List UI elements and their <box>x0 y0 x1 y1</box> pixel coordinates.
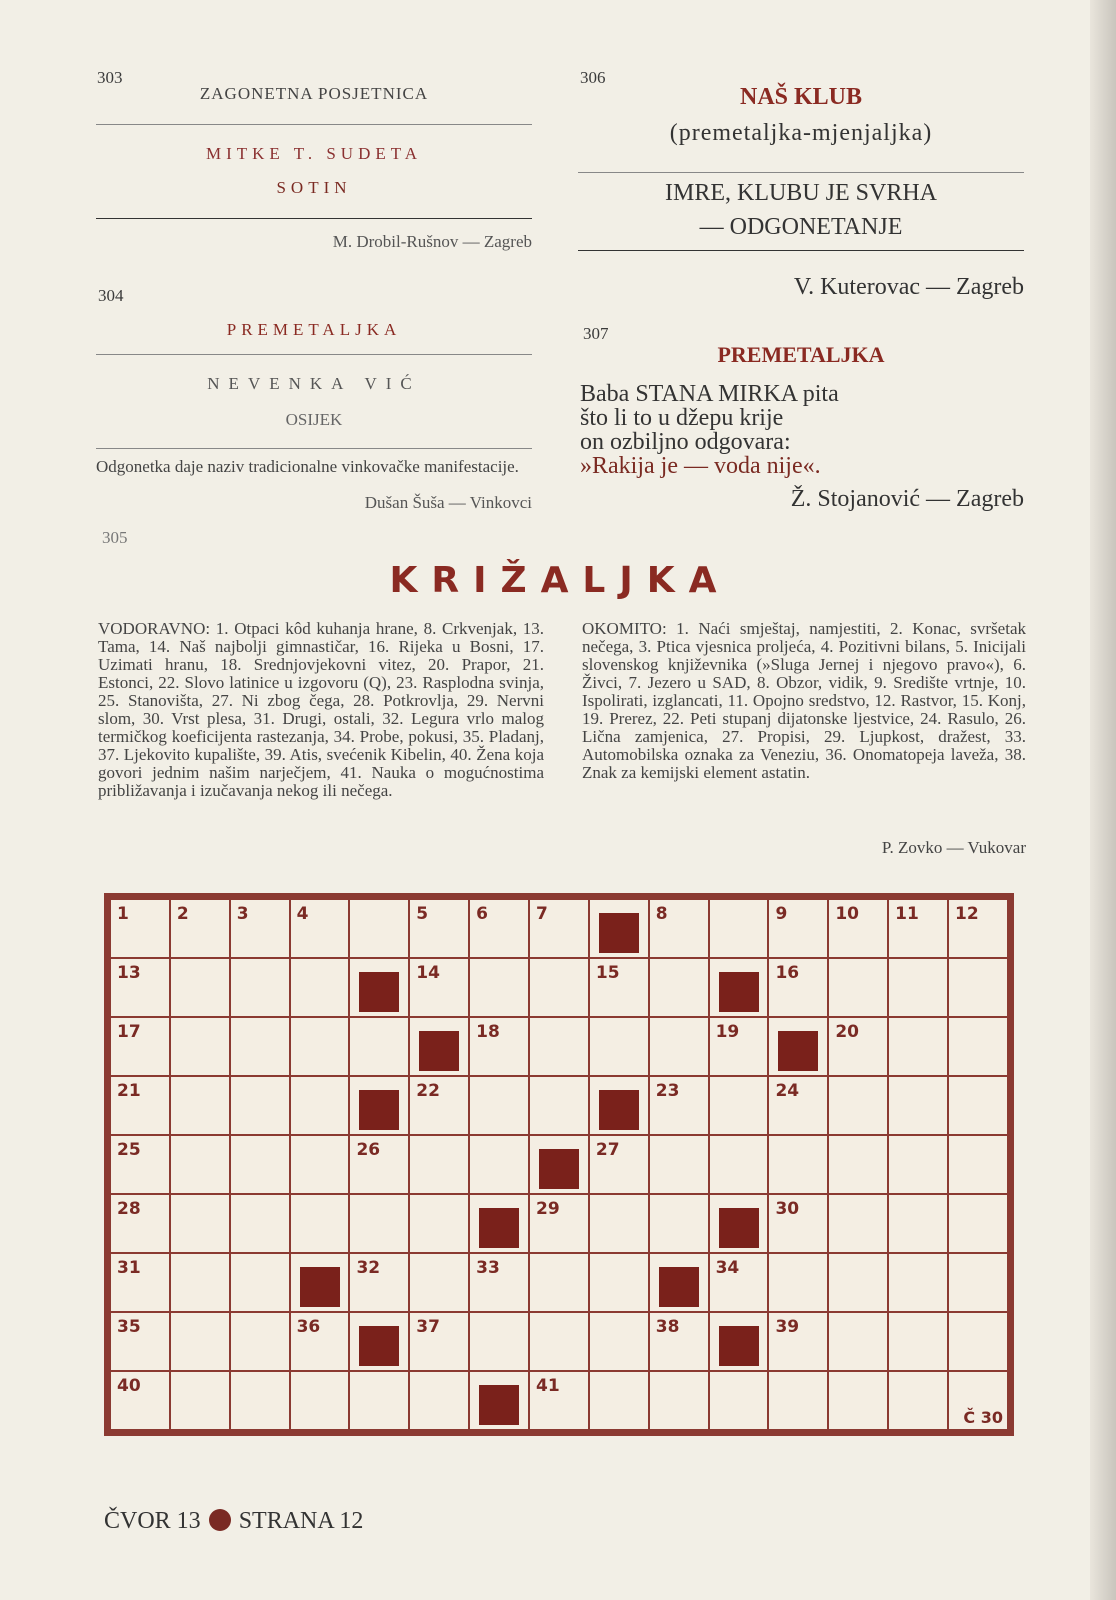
puzzle-307-author: Ž. Stojanović — Zagreb <box>790 486 1024 512</box>
black-square-fill <box>359 972 399 1012</box>
page-edge <box>1090 0 1116 1600</box>
grid-cell <box>768 1135 828 1194</box>
grid-cell <box>948 958 1008 1017</box>
puzzle-307-poem <box>580 382 1024 478</box>
black-square <box>349 1312 409 1371</box>
poem-line: što li to u džepu krije <box>580 405 784 431</box>
grid-cell <box>110 1312 170 1371</box>
grid-cell <box>409 1194 469 1253</box>
grid-cell <box>230 899 290 958</box>
cell-number: 21 <box>117 1081 141 1101</box>
grid-cell <box>529 1371 589 1430</box>
black-square <box>589 1076 649 1135</box>
cell-number: 40 <box>117 1376 141 1396</box>
grid-cell <box>649 1076 709 1135</box>
grid-cell <box>948 1253 1008 1312</box>
grid-cell <box>888 1371 948 1430</box>
grid-cell <box>529 1017 589 1076</box>
grid-cell <box>170 1076 230 1135</box>
grid-cell <box>290 1017 350 1076</box>
grid-cell <box>469 958 529 1017</box>
grid-cell <box>768 1312 828 1371</box>
black-square-fill <box>778 1031 818 1071</box>
grid-cell <box>110 958 170 1017</box>
grid-cell <box>828 958 888 1017</box>
puzzle-303-title: ZAGONETNA POSJETNICA <box>199 84 429 103</box>
black-square <box>349 1076 409 1135</box>
cell-number: 19 <box>715 1022 740 1042</box>
grid-cell <box>170 899 230 958</box>
grid-cell <box>170 1253 230 1312</box>
crossword-title: KRIŽALJKA <box>389 560 731 601</box>
grid-cell <box>589 1253 649 1312</box>
puzzle-304-title: PREMETALJKA <box>226 320 402 339</box>
cell-number: 2 <box>176 904 189 924</box>
puzzle-303-author: M. Drobil-Rušnov — Zagreb <box>332 232 532 251</box>
grid-cell <box>409 1135 469 1194</box>
grid-row <box>110 1253 1008 1312</box>
grid-cell <box>589 958 649 1017</box>
puzzle-304-author: Dušan Šuša — Vinkovci <box>364 493 532 512</box>
puzzle-306-title: NAŠ KLUB <box>739 84 863 110</box>
black-square-fill <box>479 1208 519 1248</box>
grid-cell <box>230 1017 290 1076</box>
grid-cell <box>709 1135 769 1194</box>
grid-cell <box>709 1371 769 1430</box>
grid-cell <box>649 1017 709 1076</box>
grid-cell <box>349 1135 409 1194</box>
divider <box>96 448 532 449</box>
grid-cell <box>110 1253 170 1312</box>
grid-cell <box>230 1312 290 1371</box>
cell-number: 38 <box>655 1317 680 1337</box>
grid-cell <box>409 1076 469 1135</box>
grid-cell <box>230 1371 290 1430</box>
cell-number: 18 <box>476 1022 500 1042</box>
grid-cell <box>948 1194 1008 1253</box>
puzzle-number-306: 306 <box>580 68 606 87</box>
cell-number: 36 <box>296 1317 321 1337</box>
cell-number: 25 <box>117 1140 141 1160</box>
grid-cell <box>649 958 709 1017</box>
grid-cell <box>888 1194 948 1253</box>
puzzle-304-line1: NEVENKA VIĆ <box>207 374 421 393</box>
puzzle-306-line1: IMRE, KLUBU JE SVRHA <box>664 180 937 206</box>
grid-cell <box>529 899 589 958</box>
footer-page: STRANA 12 <box>238 1508 364 1534</box>
grid-cell <box>948 1017 1008 1076</box>
grid-cell <box>649 1194 709 1253</box>
poem-line: on ozbiljno odgovara: <box>580 429 791 455</box>
grid-cell <box>290 1076 350 1135</box>
grid-cell <box>948 899 1008 958</box>
grid-cell <box>469 1017 529 1076</box>
grid-cell <box>230 1253 290 1312</box>
puzzle-number-303: 303 <box>97 68 123 87</box>
grid-cell <box>469 1312 529 1371</box>
black-square <box>469 1194 529 1253</box>
grid-cell <box>649 899 709 958</box>
grid-cell <box>828 1312 888 1371</box>
black-square <box>529 1135 589 1194</box>
grid-cell <box>349 1194 409 1253</box>
grid-cell <box>768 1371 828 1430</box>
black-square-fill <box>479 1385 519 1425</box>
grid-cell <box>649 1371 709 1430</box>
grid-cell <box>529 1253 589 1312</box>
grid-cell <box>768 899 828 958</box>
grid-cell <box>409 958 469 1017</box>
grid-cell <box>290 1371 350 1430</box>
black-square-fill <box>599 1090 639 1130</box>
cell-number: 35 <box>117 1317 141 1337</box>
cell-number: 30 <box>775 1199 800 1219</box>
cell-number: 31 <box>117 1258 141 1278</box>
black-square <box>409 1017 469 1076</box>
cell-number: 32 <box>356 1258 381 1278</box>
grid-row <box>110 899 1008 958</box>
puzzle-303-line2: SOTIN <box>276 178 352 197</box>
grid-cell <box>170 958 230 1017</box>
poem-line: Baba STANA MIRKA pita <box>580 381 839 407</box>
crossword-grid <box>104 893 1014 1436</box>
cell-number: 26 <box>356 1140 381 1160</box>
grid-cell <box>888 1312 948 1371</box>
cell-number: 37 <box>416 1317 440 1337</box>
grid-cell <box>828 1135 888 1194</box>
grid-cell <box>649 1135 709 1194</box>
grid-cell <box>290 899 350 958</box>
cell-number: 3 <box>236 904 249 924</box>
black-square-fill <box>419 1031 459 1071</box>
cell-number: 9 <box>775 904 788 924</box>
grid-cell <box>230 1076 290 1135</box>
grid-cell <box>170 1312 230 1371</box>
grid-cell <box>529 958 589 1017</box>
grid-cell <box>709 899 769 958</box>
puzzle-303-line1: MITKE T. SUDETA <box>205 144 423 163</box>
grid-cell <box>888 899 948 958</box>
grid-mark: Č 30 <box>963 1408 1003 1427</box>
cell-number: 22 <box>416 1081 440 1101</box>
grid-cell <box>170 1371 230 1430</box>
cell-number: 10 <box>835 904 859 924</box>
puzzle-306-author: V. Kuterovac — Zagreb <box>793 274 1024 300</box>
grid-cell <box>888 1135 948 1194</box>
divider <box>96 124 532 125</box>
poem-line: »Rakija je — voda nije«. <box>580 453 821 479</box>
grid-cell <box>828 1371 888 1430</box>
grid-cell <box>828 1076 888 1135</box>
grid-cell <box>290 958 350 1017</box>
black-square <box>709 1312 769 1371</box>
grid-cell <box>948 1135 1008 1194</box>
grid-row <box>110 958 1008 1017</box>
grid-cell <box>529 1312 589 1371</box>
black-square <box>290 1253 350 1312</box>
grid-cell <box>529 1194 589 1253</box>
grid-cell <box>828 1017 888 1076</box>
clues-author: P. Zovko — Vukovar <box>881 838 1026 857</box>
grid-cell <box>888 1017 948 1076</box>
black-square-fill <box>719 1208 759 1248</box>
cell-number: 24 <box>775 1081 800 1101</box>
grid-row <box>110 1017 1008 1076</box>
cell-number: 28 <box>117 1199 141 1219</box>
grid-cell <box>709 1017 769 1076</box>
clues-down: OKOMITO: 1. Naći smještaj, namjestiti, 2. Konac, svršetak nečega, 3. Ptica vjesnica proljeća, 4. Pozitivni bilans, 5. Inicijali slovenskog književnika (»Sluga Jernej i njegovo pravo«), 6. Živci, 7. Jezero u SAD, 8. Obzor, vidik, 9. Središte vrtnje, 10. Ispolirati, izglancati, 11. Opojno sredstvo, 12. Rastvor, 15. Konj, 19. Prerez, 22. Peti stupanj dijatonske ljestvice, 24. Rasulo, 26. Lična zamjenica, 27. Propisi, 29. Ljupkost, dražest, 33. Automobilska oznaka za Veneziu, 36. Onomatopeja laveža, 38. Znak za kemijski element astatin. <box>582 619 1026 782</box>
grid-cell <box>589 1371 649 1430</box>
grid-cell <box>709 1076 769 1135</box>
cell-number: 6 <box>476 904 488 924</box>
black-square <box>709 1194 769 1253</box>
grid-cell <box>349 1253 409 1312</box>
grid-cell <box>589 1017 649 1076</box>
grid-cell <box>529 1076 589 1135</box>
cell-number: 33 <box>476 1258 500 1278</box>
grid-cell <box>230 1135 290 1194</box>
cell-number: 16 <box>775 963 800 983</box>
grid-cell <box>409 1253 469 1312</box>
grid-cell <box>768 958 828 1017</box>
grid-cell <box>589 1194 649 1253</box>
grid-row <box>110 1194 1008 1253</box>
grid-cell <box>110 1194 170 1253</box>
divider <box>96 218 532 219</box>
cell-number: 14 <box>416 963 440 983</box>
grid-cell <box>828 1253 888 1312</box>
grid-row <box>110 1076 1008 1135</box>
grid-cell <box>709 1253 769 1312</box>
grid-row <box>110 1371 1008 1430</box>
grid-cell <box>349 899 409 958</box>
black-square-fill <box>599 913 639 953</box>
grid-cell <box>888 958 948 1017</box>
cell-number: 39 <box>775 1317 800 1337</box>
black-square-fill <box>659 1267 699 1307</box>
grid-cell <box>828 1194 888 1253</box>
black-square <box>589 899 649 958</box>
footer-magazine: ČVOR 13 <box>104 1508 201 1534</box>
cell-number: 5 <box>416 904 429 924</box>
divider <box>578 250 1024 251</box>
grid-row <box>110 1312 1008 1371</box>
puzzle-304-line2: OSIJEK <box>285 410 343 429</box>
black-square <box>709 958 769 1017</box>
grid-cell <box>469 1076 529 1135</box>
cell-number: 20 <box>835 1022 859 1042</box>
divider <box>578 172 1024 173</box>
grid-cell <box>768 1194 828 1253</box>
puzzle-304-note: Odgonetka daje naziv tradicionalne vinkovačke manifestacije. <box>96 457 519 476</box>
grid-cell <box>888 1076 948 1135</box>
puzzle-number-307: 307 <box>583 324 609 343</box>
black-square-fill <box>719 972 759 1012</box>
grid-cell <box>469 1135 529 1194</box>
cell-number: 12 <box>955 904 979 924</box>
grid-cell <box>170 1194 230 1253</box>
grid-cell <box>828 899 888 958</box>
cell-number: 27 <box>595 1140 620 1160</box>
grid-cell <box>170 1017 230 1076</box>
grid-cell <box>948 1371 1008 1430</box>
black-square <box>768 1017 828 1076</box>
grid-cell <box>409 899 469 958</box>
grid-cell <box>170 1135 230 1194</box>
cell-number: 8 <box>655 904 668 924</box>
cell-number: 1 <box>117 904 129 924</box>
black-square <box>649 1253 709 1312</box>
bullet-icon <box>209 1509 231 1531</box>
grid-cell <box>409 1312 469 1371</box>
crossword-table <box>109 898 1009 1431</box>
cell-number: 4 <box>296 904 309 924</box>
grid-cell <box>290 1135 350 1194</box>
cell-number: 29 <box>536 1199 560 1219</box>
cell-number: 41 <box>536 1376 560 1396</box>
grid-cell <box>230 1194 290 1253</box>
grid-cell <box>110 1135 170 1194</box>
cell-number: 34 <box>715 1258 740 1278</box>
cell-number: 23 <box>655 1081 680 1101</box>
cell-number: 11 <box>895 904 919 924</box>
puzzle-306-subtitle: (premetaljka-mjenjaljka) <box>669 120 933 146</box>
black-square-fill <box>300 1267 340 1307</box>
clues-across: VODORAVNO: 1. Otpaci kôd kuhanja hrane, 8. Crkvenjak, 13. Tama, 14. Naš najbolji gimnastičar, 16. Rijeka u Bosni, 17. Uzimati hranu, 18. Srednjovjekovni vitez, 20. Prapor, 21. Estonci, 22. Slovo latinice u izgovoru (Q), 23. Rasplodna svinja, 25. Stanovišta, 27. Ni zbog čega, 28. Potkrovlja, 29. Nervni slom, 30. Vrst plesa, 31. Drugi, ostali, 32. Legura vrlo malog termičkog koeficijenta rastezanja, 34. Probe, pokusi, 35. Pladanj, 37. Ljekovito kupalište, 39. Atis, svećenik Kibelin, 40. Žena koja govori jednim našim narječjem, 41. Nauka o mogućnostima približavanja i izučavanja nekog ili nečega. <box>98 619 544 800</box>
footer <box>104 1508 363 1535</box>
divider <box>96 354 532 355</box>
grid-cell <box>110 899 170 958</box>
grid-cell <box>469 899 529 958</box>
puzzle-307-title: PREMETALJKA <box>717 342 885 367</box>
black-square-fill <box>359 1326 399 1366</box>
black-square-fill <box>719 1326 759 1366</box>
grid-cell <box>948 1312 1008 1371</box>
black-square-fill <box>359 1090 399 1130</box>
grid-cell <box>589 1135 649 1194</box>
grid-cell <box>589 1312 649 1371</box>
puzzle-number-305: 305 <box>102 528 128 547</box>
grid-cell <box>290 1194 350 1253</box>
grid-cell <box>649 1312 709 1371</box>
grid-cell <box>349 1017 409 1076</box>
grid-cell <box>948 1076 1008 1135</box>
grid-cell <box>888 1253 948 1312</box>
grid-row <box>110 1135 1008 1194</box>
grid-cell <box>768 1076 828 1135</box>
grid-cell <box>110 1371 170 1430</box>
grid-cell <box>768 1253 828 1312</box>
grid-cell <box>110 1076 170 1135</box>
grid-cell <box>409 1371 469 1430</box>
cell-number: 13 <box>117 963 141 983</box>
black-square-fill <box>539 1149 579 1189</box>
cell-number: 17 <box>117 1022 141 1042</box>
grid-cell <box>290 1312 350 1371</box>
grid-cell <box>349 1371 409 1430</box>
cell-number: 15 <box>595 963 620 983</box>
grid-cell <box>469 1253 529 1312</box>
cell-number: 7 <box>536 904 548 924</box>
puzzle-306-line2: — ODGONETANJE <box>699 214 903 240</box>
black-square <box>469 1371 529 1430</box>
grid-cell <box>230 958 290 1017</box>
puzzle-number-304: 304 <box>98 286 124 305</box>
black-square <box>349 958 409 1017</box>
grid-cell <box>110 1017 170 1076</box>
